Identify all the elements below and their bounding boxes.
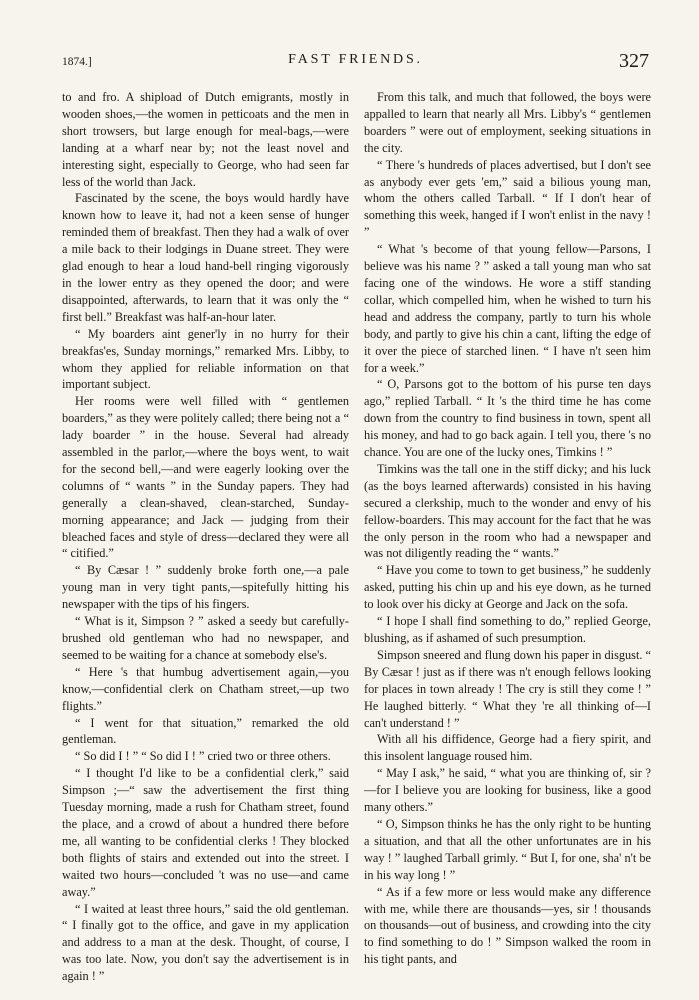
paragraph: “ I went for that situation,” remarked the old gentleman. <box>62 715 349 747</box>
paragraph: With all his diffidence, George had a fiery spirit, and this insolent language roused him. <box>364 732 651 764</box>
paragraph: “ I waited at least three hours,” said the old gentleman. “ I finally got to the office, and gave in my application and address to a man at the desk. Thought, of course, I was too late. Now, you don't say the advertisement is in again ! ” <box>62 901 349 984</box>
paragraph: “ My boarders aint gener'ly in no hurry for their breakfas'es, Sunday mornings,” remarked Mrs. Libby, to whom they applied for reliable information on that important subject. <box>62 326 349 392</box>
paragraph: “ Here 's that humbug advertisement again,—you know,—confidential clerk on Chatham street,—up two flights.” <box>62 664 349 713</box>
paragraph: From this talk, and much that followed, the boys were appalled to learn that nearly all Mrs. Libby's “ gentlemen boarders ” were out of employment, seeking situations in the city. <box>364 90 651 155</box>
paragraph: “ What is it, Simpson ? ” asked a seedy but carefully-brushed old gentleman who had no newspaper, and seemed to be waiting for a chance at somebody else's. <box>62 614 349 662</box>
paragraph: “ I thought I'd like to be a confidential clerk,” said Simpson ;—“ saw the advertisement the first thing Tuesday morning, made a rush for Chatham street, found the place, and a crowd of about a hundred there before me, all wanting to be confidential clerks ! They blocked both flights of stairs and extended out into the street. I waited two hours—concluded 't was no use—and came away.” <box>62 766 349 899</box>
paragraph: “ O, Simpson thinks he has the only right to be hunting a situation, and that all the other unfortunates are in his way ! ” laughed Tarball grimly. “ But I, for one, sha' n't be in his way long ! ” <box>364 816 651 882</box>
header-title: FAST FRIENDS. <box>288 52 423 67</box>
paragraph: “ As if a few more or less would make any difference with me, while there are thousands—yes, sir ! thousands on thousands—out of business, and crowding into the city to find something to do ! ” Simpson walked the room in his tight pants, and <box>364 884 651 967</box>
right-column <box>364 89 651 968</box>
paragraph: Simpson sneered and flung down his paper in disgust. “ By Cæsar ! just as if there was n't enough fellows looking for places in town already ! The cry is still they come ! ” He laughed bitterly. “ What they 're all thinking of—I can't understand ! ” <box>364 647 651 730</box>
paragraph: Her rooms were well filled with “ gentlemen boarders,” as they were politely called; there being not a “ lady boarder ” in the house. Several had already assembled in the parlor,—where the boys went, to wait for the second bell,—and were eagerly looking over the columns of “ wants ” in the Sunday papers. They had generally a clean-shaved, clean-starched, Sunday-morning appearance; and Jack — judging from their bleached faces and style of dress—declared they were all “ citified.” <box>62 394 349 561</box>
paragraph: “ O, Parsons got to the bottom of his purse ten days ago,” replied Tarball. “ It 's the third time he has come down from the country to find business in town, spent all his money, and had to go back again. I tell you, there 's no chance. You are one of the lucky ones, Timkins ! ” <box>364 377 651 460</box>
paragraph: “ Have you come to town to get business,” he suddenly asked, putting his chin up and his eye down, as he turned to look over his dicky at George and Jack on the sofa. <box>364 563 651 612</box>
paragraph: “ What 's become of that young fellow—Parsons, I believe was his name ? ” asked a tall young man who sat facing one of the windows. He wore a stiff standing collar, which compelled him, when he wished to turn his head and address the company, partly to turn his whole body, and partly to give his chin a cant, lifting the edge of it over the piece of starched linen. “ I have n't seen him for a week.” <box>364 242 651 375</box>
paragraph: to and fro. A shipload of Dutch emigrants, mostly in wooden shoes,—the women in petticoats and the men in short trowsers, but large enough for meal-bags,—were landing at a wharf near by; not the least novel and interesting sight, especially to George, who had seen far less of the world than Jack. <box>62 90 349 189</box>
page-number: 327 <box>619 50 649 72</box>
running-header <box>62 50 649 74</box>
header-year: 1874.] <box>62 56 92 68</box>
left-column <box>62 89 349 985</box>
paragraph: Fascinated by the scene, the boys would hardly have known how to leave it, had not a keen sense of hunger reminded them of breakfast. Then they had a walk of over a mile back to their lodgings in Duane street. They were glad enough to hear a loud hand-bell ringing vigorously in the lower entry as they opened the door; and were disappointed, afterwards, to learn that it was only the “ first bell.” Breakfast was half-an-hour later. <box>62 191 349 324</box>
paragraph: Timkins was the tall one in the stiff dicky; and his luck (as the boys learned afterwards) consisted in his having secured a clerkship, much to the wonder and envy of his fellow-boarders. This may account for the fact that he was the only person in the room who had a newspaper and was not diligently reading the “ wants.” <box>364 461 651 561</box>
paragraph: “ May I ask,” he said, “ what you are thinking of, sir ?—for I believe you are looking for business, like a good many others.” <box>364 766 651 815</box>
paragraph: “ So did I ! ” “ So did I ! ” cried two or three others. <box>75 749 331 764</box>
paragraph: “ I hope I shall find something to do,” replied George, blushing, as if ashamed of such presumption. <box>364 614 651 645</box>
paragraph: “ By Cæsar ! ” suddenly broke forth one,—a pale young man in very tight pants,—spitefully hitting his newspaper with the tips of his fingers. <box>62 563 349 612</box>
paragraph: “ There 's hundreds of places advertised, but I don't see as anybody ever gets 'em,” said a bilious young man, whom the others called Tarball. “ If I don't hear of something this week, hanged if I won't enlist in the navy ! ” <box>364 157 651 240</box>
